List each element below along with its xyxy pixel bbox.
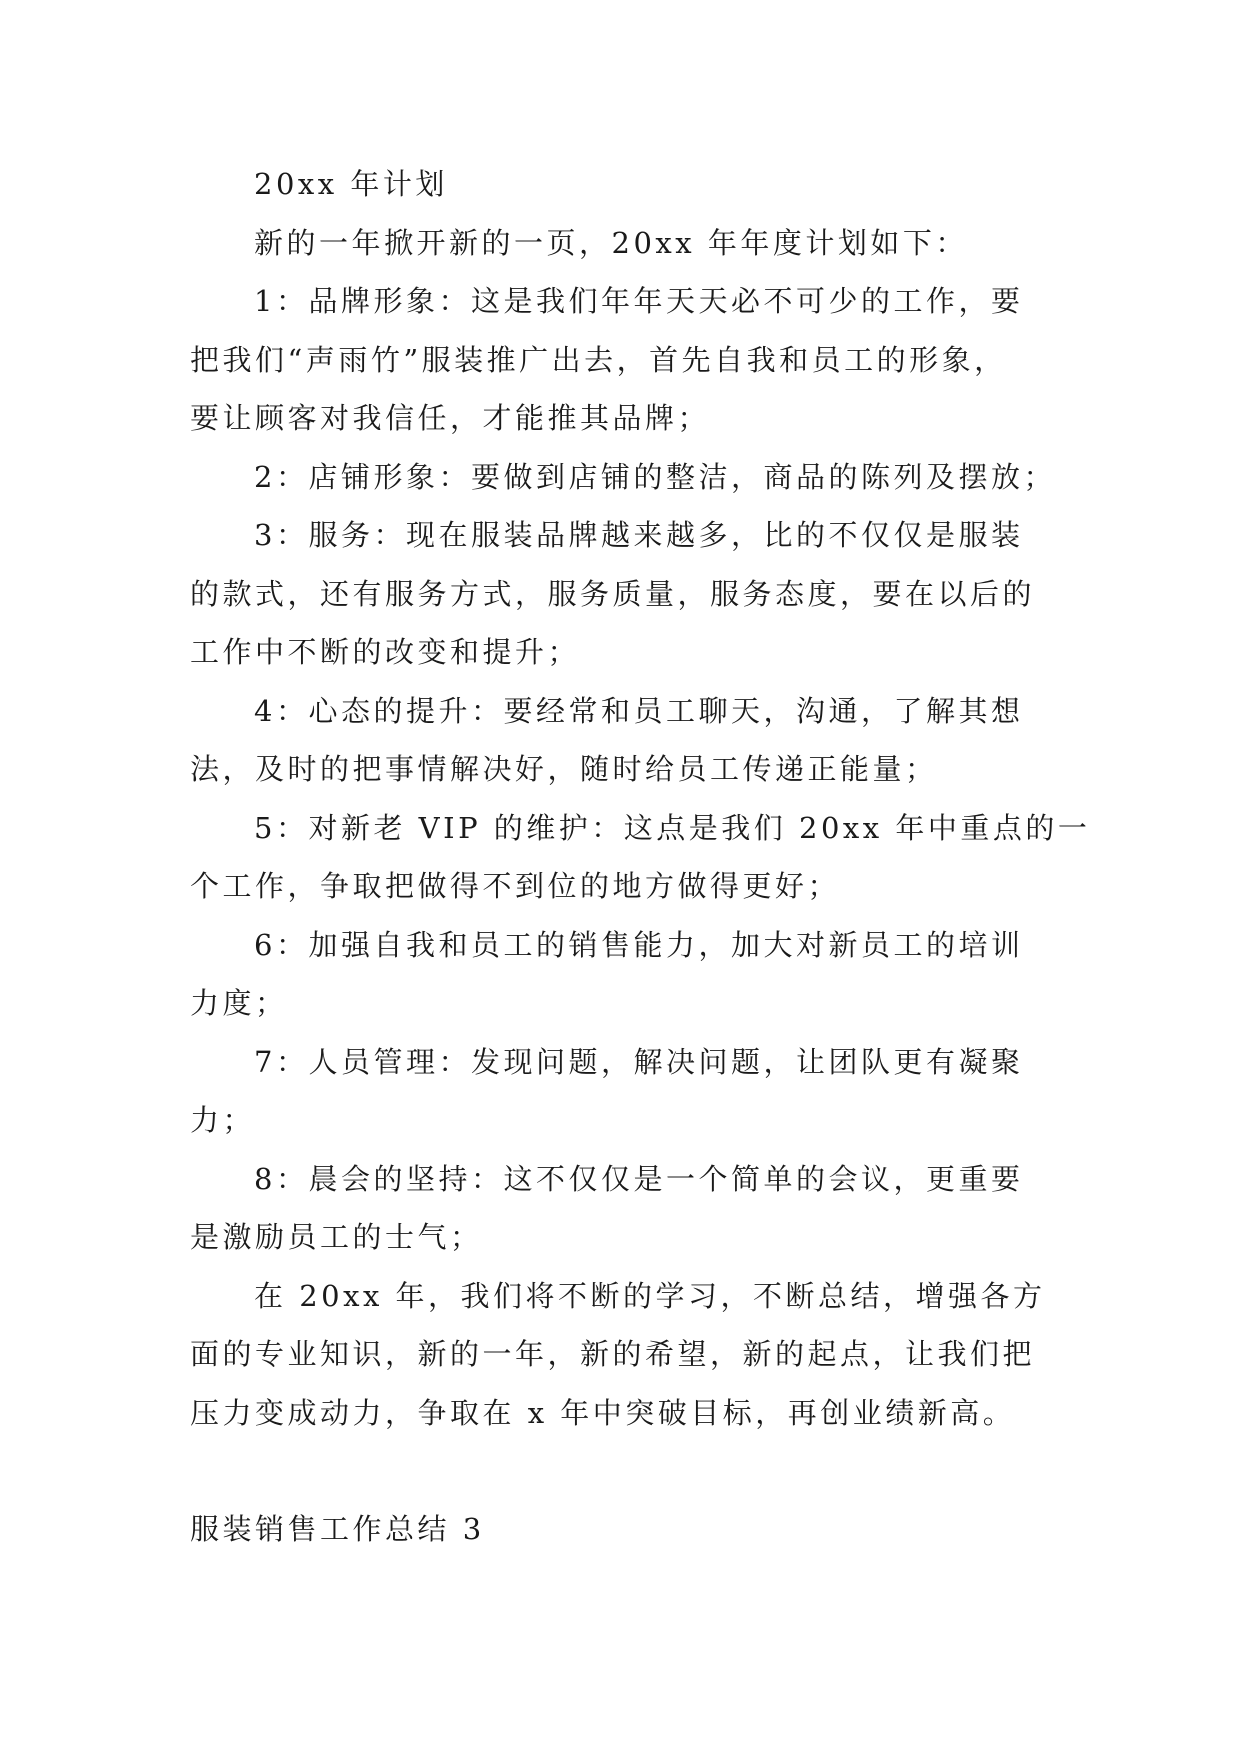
paragraph-line: 工作中不断的改变和提升； bbox=[190, 635, 581, 669]
paragraph-line: 个工作，争取把做得不到位的地方做得更好； bbox=[190, 869, 841, 903]
paragraph-line: 在 20xx 年，我们将不断的学习，不断总结，增强各方 bbox=[254, 1278, 1046, 1313]
paragraph-line: 把我们“声雨竹”服装推广出去，首先自我和员工的形象， bbox=[190, 342, 1007, 377]
plan-item-2 bbox=[190, 448, 1060, 507]
plan-item-7 bbox=[190, 1033, 1060, 1150]
paragraph-line: 2：店铺形象：要做到店铺的整洁，商品的陈列及摆放； bbox=[254, 459, 1056, 494]
plan-item-3 bbox=[190, 506, 1060, 682]
plan-item-1 bbox=[190, 272, 1060, 448]
paragraph-line: 3：服务：现在服装品牌越来越多，比的不仅仅是服装 bbox=[254, 518, 1024, 552]
paragraph-line: 的款式，还有服务方式，服务质量，服务态度，要在以后的 bbox=[190, 576, 1036, 611]
paragraph-line: 4：心态的提升：要经常和员工聊天，沟通，了解其想 bbox=[254, 693, 1024, 728]
paragraph-line: 是激励员工的士气； bbox=[190, 1220, 483, 1254]
section-heading: 服装销售工作总结 3 bbox=[190, 1512, 485, 1546]
paragraph-line: 8：晨会的坚持：这不仅仅是一个简单的会议，更重要 bbox=[254, 1161, 1024, 1196]
paragraph-line: 要让顾客对我信任，才能推其品牌； bbox=[190, 401, 711, 435]
plan-item-6 bbox=[190, 916, 1060, 1033]
intro-paragraph: 新的一年掀开新的一页，20xx 年年度计划如下： bbox=[254, 225, 968, 260]
plan-item-8 bbox=[190, 1150, 1060, 1267]
paragraph-line: 1：品牌形象：这是我们年年天天必不可少的工作，要 bbox=[254, 284, 1024, 318]
closing-paragraph bbox=[190, 1267, 1060, 1443]
paragraph-line: 7：人员管理：发现问题，解决问题，让团队更有凝聚 bbox=[254, 1044, 1024, 1079]
plan-item-5 bbox=[190, 799, 1091, 916]
paragraph-line: 6：加强自我和员工的销售能力，加大对新员工的培训 bbox=[254, 927, 1024, 962]
paragraph-line: 力度； bbox=[190, 986, 288, 1020]
paragraph-line: 压力变成动力，争取在 x 年中突破目标，再创业绩新高。 bbox=[190, 1395, 1016, 1430]
paragraph-line: 5：对新老 VIP 的维护：这点是我们 20xx 年中重点的一 bbox=[254, 810, 1091, 845]
section-spacer bbox=[190, 1442, 1060, 1500]
document-body bbox=[190, 155, 1091, 1559]
paragraph-line: 面的专业知识，新的一年，新的希望，新的起点，让我们把 bbox=[190, 1337, 1036, 1371]
plan-item-4 bbox=[190, 682, 1060, 799]
paragraph-line: 力； bbox=[190, 1103, 256, 1137]
paragraph-line: 法，及时的把事情解决好，随时给员工传递正能量； bbox=[190, 752, 938, 786]
plan-title: 20xx 年计划 bbox=[254, 167, 448, 201]
